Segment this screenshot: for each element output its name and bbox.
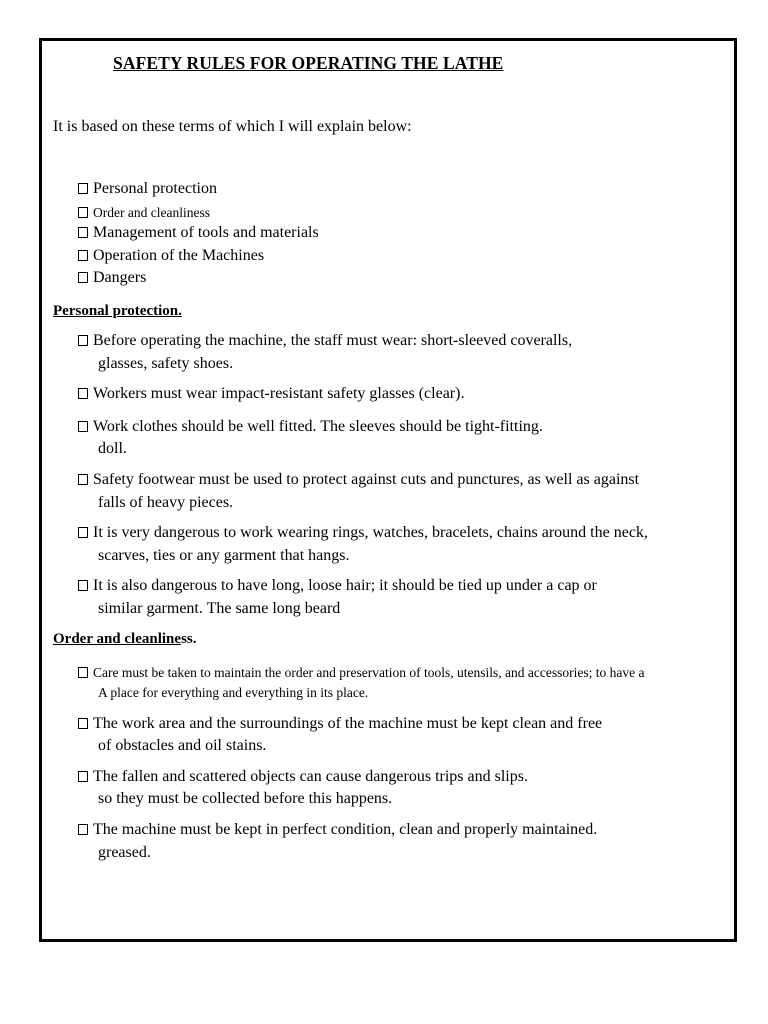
rule-item: Before operating the machine, the staff must wear: short-sleeved coveralls,: [78, 332, 572, 350]
rule-item: Care must be taken to maintain the order and preservation of tools, utensils, and accessories; to have a: [78, 665, 644, 681]
rule-item: The machine must be kept in perfect condition, clean and properly maintained.: [78, 821, 597, 839]
topic-item: Operation of the Machines: [78, 247, 264, 265]
checkbox-icon: [78, 580, 88, 591]
section-heading-personal-protection: Personal protection.: [53, 303, 182, 319]
checkbox-icon: [78, 183, 88, 194]
page-title: SAFETY RULES FOR OPERATING THE LATHE: [113, 53, 504, 73]
rule-item: Work clothes should be well fitted. The sleeves should be tight-fitting.: [78, 418, 543, 436]
checkbox-icon: [78, 388, 88, 399]
checkbox-icon: [78, 667, 88, 678]
rule-item: The work area and the surroundings of the machine must be kept clean and free: [78, 715, 602, 733]
rule-item: The fallen and scattered objects can cause dangerous trips and slips.: [78, 768, 528, 786]
section-heading-order-and-cleanliness: Order and cleanliness.: [53, 631, 197, 647]
rule-item: Safety footwear must be used to protect against cuts and punctures, as well as against: [78, 471, 639, 489]
checkbox-icon: [78, 771, 88, 782]
topic-item: Dangers: [78, 269, 146, 287]
checkbox-icon: [78, 272, 88, 283]
topic-item: Order and cleanliness: [78, 205, 210, 221]
checkbox-icon: [78, 527, 88, 538]
rule-item-continuation: falls of heavy pieces.: [98, 494, 234, 511]
rule-item: It is also dangerous to have long, loose hair; it should be tied up under a cap or: [78, 577, 597, 595]
checkbox-icon: [78, 421, 88, 432]
checkbox-icon: [78, 474, 88, 485]
topic-item: Personal protection: [78, 180, 217, 198]
checkbox-icon: [78, 718, 88, 729]
rule-item: It is very dangerous to work wearing rings, watches, bracelets, chains around the neck,: [78, 524, 648, 542]
rule-item-continuation: doll.: [98, 440, 127, 457]
checkbox-icon: [78, 227, 88, 238]
topic-item: Management of tools and materials: [78, 224, 319, 242]
rule-item-continuation: glasses, safety shoes.: [98, 355, 234, 372]
checkbox-icon: [78, 335, 88, 346]
rule-item-continuation: A place for everything and everything in its place.: [98, 685, 369, 700]
checkbox-icon: [78, 824, 88, 835]
intro-text: It is based on these terms of which I will explain below:: [53, 118, 412, 135]
checkbox-icon: [78, 250, 88, 261]
rule-item: Workers must wear impact-resistant safety glasses (clear).: [78, 385, 464, 403]
rule-item-continuation: scarves, ties or any garment that hangs.: [98, 547, 350, 564]
checkbox-icon: [78, 207, 88, 218]
rule-item-continuation: greased.: [98, 844, 151, 861]
rule-item-continuation: of obstacles and oil stains.: [98, 737, 267, 754]
rule-item-continuation: so they must be collected before this happens.: [98, 790, 393, 807]
rule-item-continuation: similar garment. The same long beard: [98, 600, 341, 617]
